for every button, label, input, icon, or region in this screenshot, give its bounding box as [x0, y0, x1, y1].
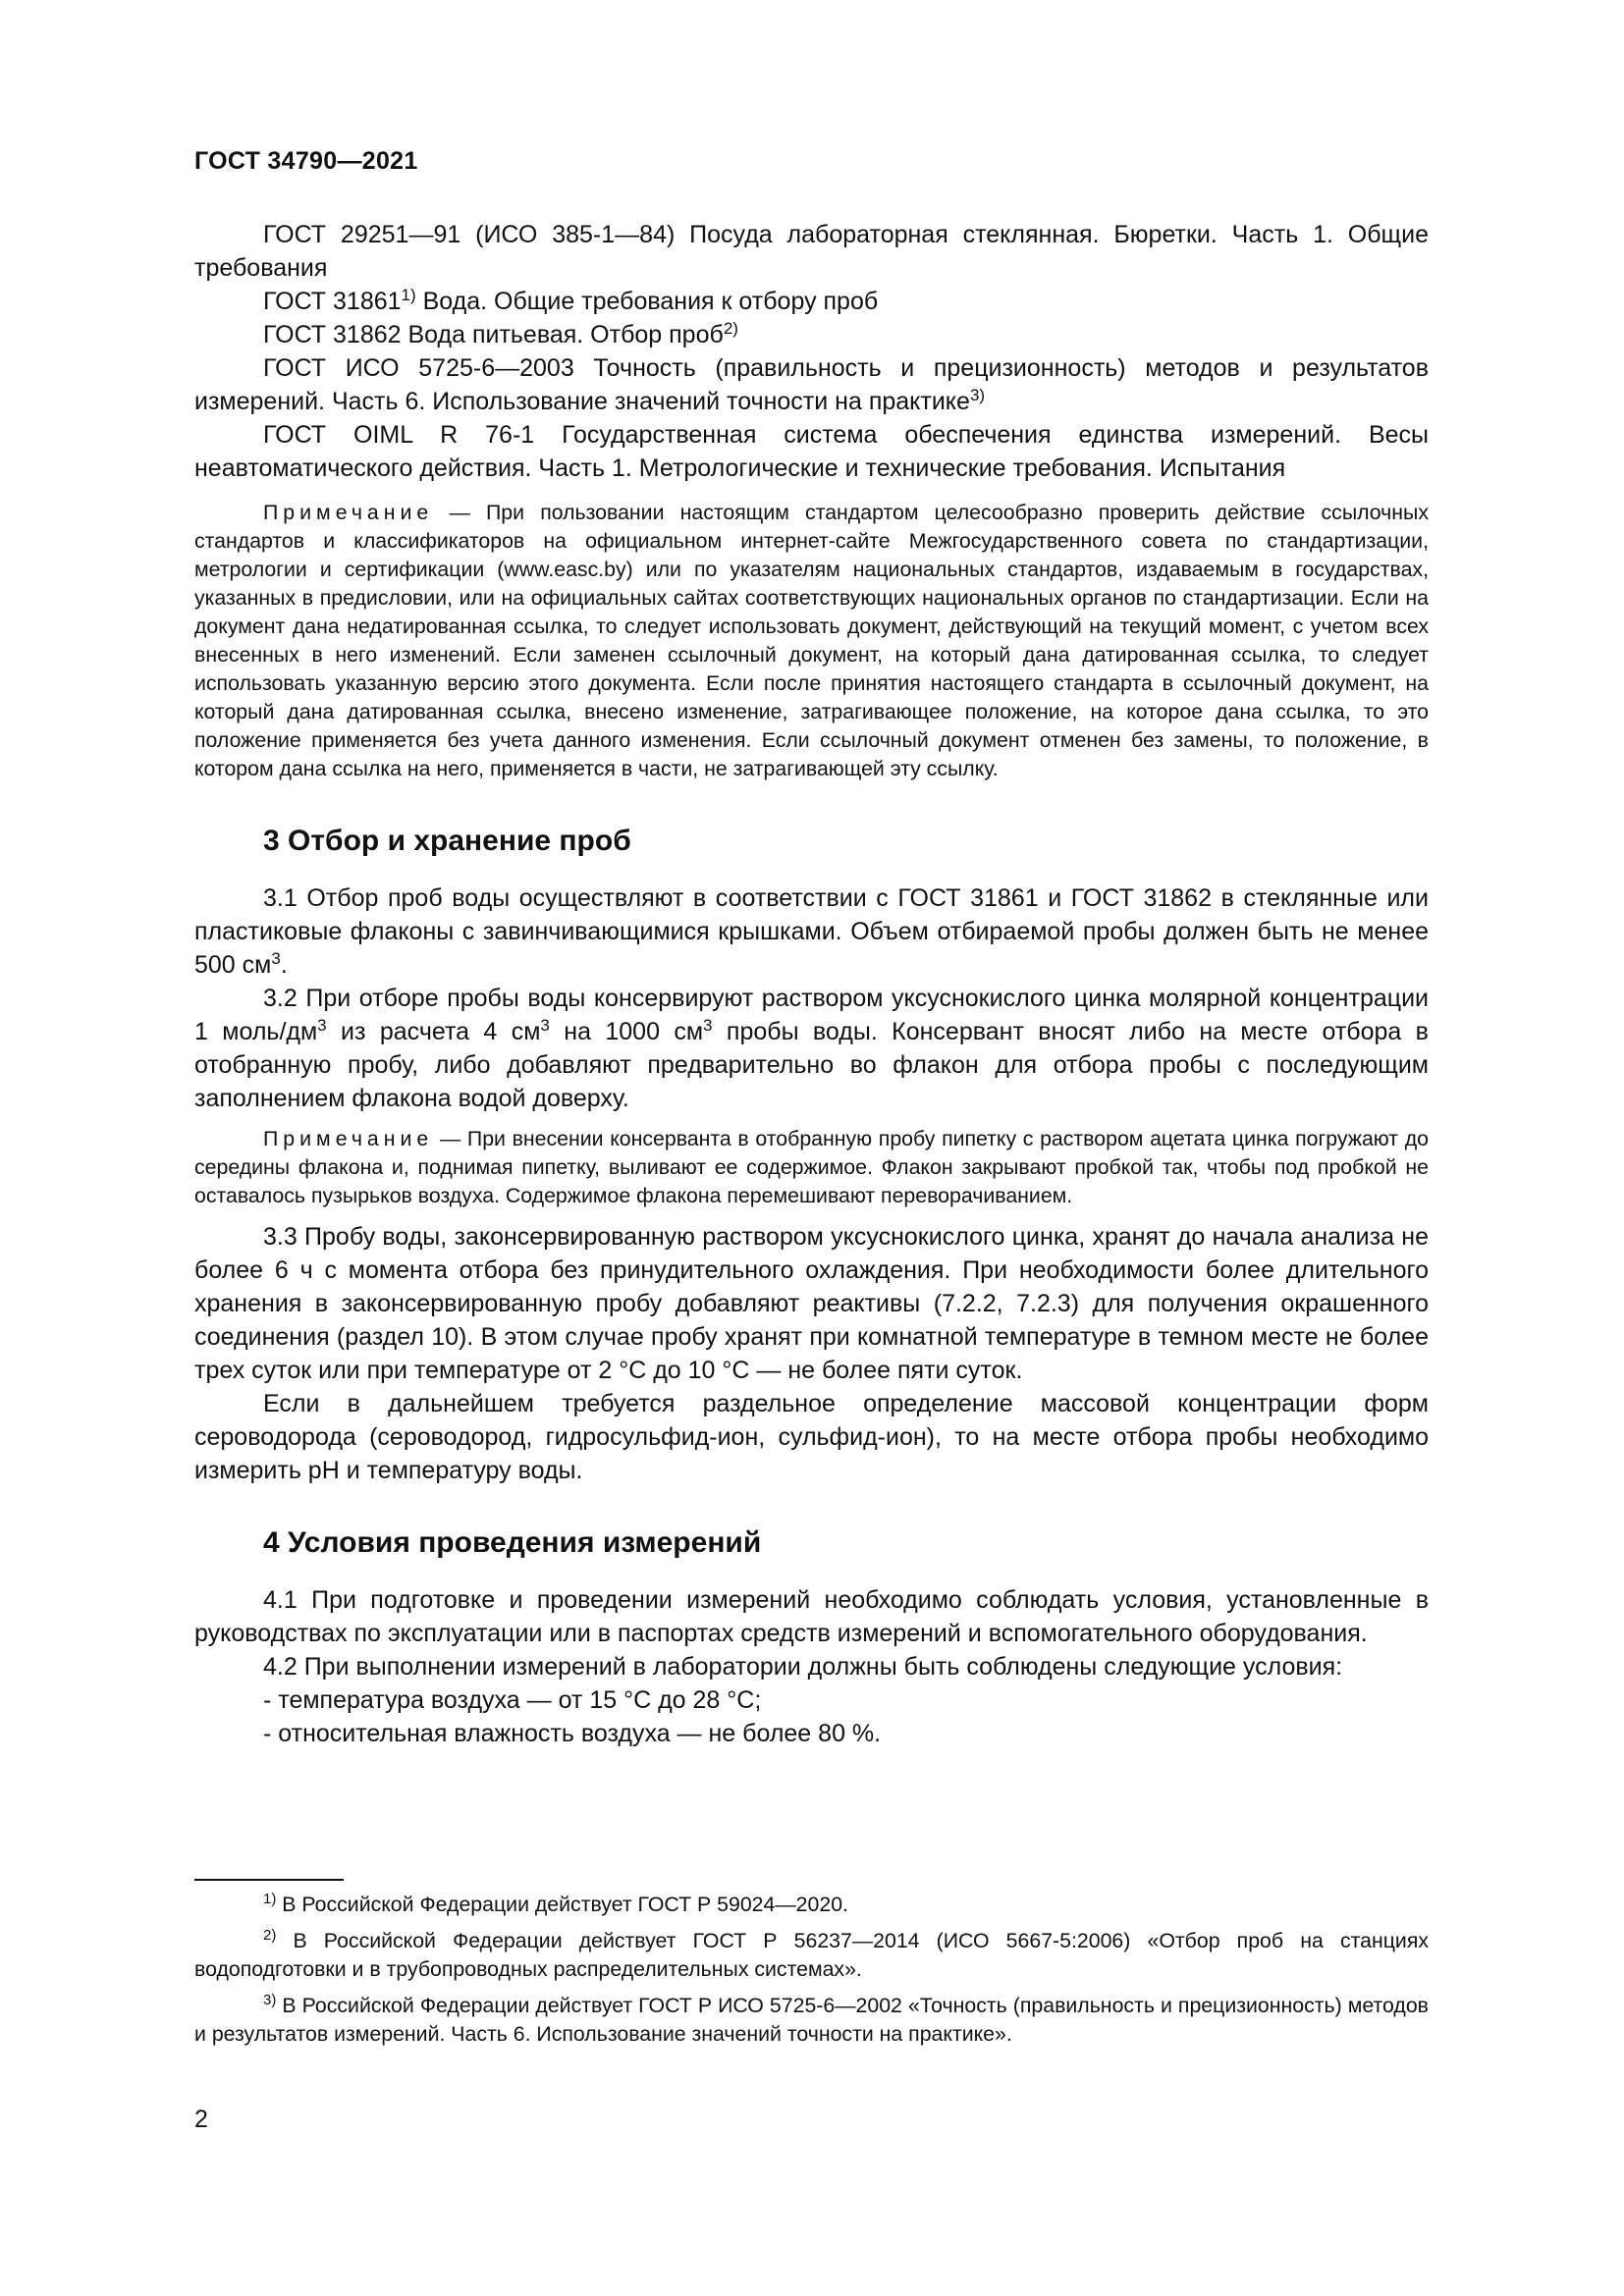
clause-3-3: 3.3 Пробу воды, законсервированную раствором уксуснокислого цинка, хранят до начала анализа не более 6 ч с момента отбора без принудительного охлаждения. При необходимости более длительного хранения в законсервированную пробу добавляют реактивы (7.2.2, 7.2.3) для получения окрашенного соединения (раздел 10). В этом случае пробу хранят при комнатной температуре в темном месте не более трех суток или при температуре от 2 °С до 10 °С — не более пяти суток.: [194, 1223, 1429, 1384]
note-preservative: Примечание — При внесении консерванта в отобранную пробу пипетку с раствором ацетата цинка погружают до середины флакона и, поднимая пипетку, выливают ее содержимое. Флакон закрывают пробкой так, чтобы под пробкой не оставалось пузырьков воздуха. Содержимое флакона перемешивают переворачиванием.: [194, 1127, 1429, 1207]
list-item: - температура воздуха — от 15 °С до 28 °С;: [263, 1686, 762, 1714]
footnote-mark: 2): [723, 319, 738, 338]
page-number: 2: [194, 2106, 208, 2133]
clause-3-1: 3.1 Отбор проб воды осуществляют в соответствии с ГОСТ 31861 и ГОСТ 31862 в стеклянные или пластиковые флаконы с завинчивающимися крышками. Объем отбираемой пробы должен быть не менее 500 $см^3$.: [194, 884, 1429, 979]
clause-3-3-cont: Если в дальнейшем требуется раздельное определение массовой концентрации форм сероводорода (сероводород, гидросульфид-ион, сульфид-ион), то на месте отбора пробы необходимо измерить pH и температуру воды.: [194, 1390, 1429, 1484]
document-body: [194, 218, 1429, 1750]
footnotes: [194, 1879, 1429, 2056]
section-4-title: 4 Условия проведения измерений: [263, 1526, 762, 1559]
reference-item: ГОСТ ИСО 5725-6—2003 Точность (правильность и прецизионность) методов и результатов измерений. Часть 6. Использование значений точности на практике$^{3)}$: [194, 354, 1429, 415]
reference-item: ГОСТ 31862 Вода питьевая. Отбор проб$^{2)}$: [263, 319, 738, 348]
normative-references: [194, 218, 1429, 485]
clause-3-2: 3.2 При отборе пробы воды консервируют раствором уксуснокислого цинка молярной концентрации 1 моль/$дм^3$ из расчета 4 $см^3$ на 1000 $см^3$ пробы воды. Консервант вносят либо на месте отбора в отобранную пробу, либо добавляют предварительно во флакон для отбора пробы с последующим заполнением флакона водой доверху.: [194, 985, 1429, 1112]
footnote-mark: 3): [969, 386, 986, 404]
footnote-2: $^{2)}$ В Российской Федерации действует ГОСТ Р 56237—2014 (ИСО 5667-5:2006) «Отбор проб на станциях водоподготовки и в трубопроводных распределительных системах».: [194, 1927, 1429, 1981]
section-3-title: 3 Отбор и хранение проб: [263, 825, 631, 857]
reference-item: ГОСТ 29251—91 (ИСО 385-1—84) Посуда лабораторная стеклянная. Бюретки. Часть 1. Общие требования: [194, 221, 1429, 282]
footnote-3: $^{3)}$ В Российской Федерации действует ГОСТ Р ИСО 5725-6—2002 «Точность (правильность и прецизионность) методов и результатов измерений. Часть 6. Использование значений точности на практике».: [194, 1992, 1429, 2046]
note-label: Примечание: [263, 1127, 434, 1150]
footnote-1: $^{1)}$ В Российской Федерации действует ГОСТ Р 59024—2020.: [263, 1891, 848, 1916]
clause-4-1: 4.1 При подготовке и проведении измерений необходимо соблюдать условия, установленные в руководствах по эксплуатации или в паспортах средств измерений и вспомогательного оборудования.: [194, 1586, 1429, 1647]
note-label: Примечание: [263, 501, 434, 524]
note-references: Примечание — При пользовании настоящим стандартом целесообразно проверить действие ссылочных стандартов и классификаторов на официальном интернет-сайте Межгосударственного совета по стандартизации, метрологии и сертификации (www.easc.by) или по указателям национальных стандартов, издаваемым в государствах, указанных в предисловии, или на официальных сайтах соответствующих национальных органов по стандартизации. Если на документ дана недатированная ссылка, то следует использовать документ, действующий на текущий момент, с учетом всех внесенных в него изменений. Если заменен ссылочный документ, на который дана датированная ссылка, то следует использовать указанную версию этого документа. Если после принятия настоящего стандарта в ссылочный документ, на который дана датированная ссылка, внесено изменение, затрагивающее положение, на которое дана ссылка, то это положение применяется без учета данного изменения. Если ссылочный документ отменен без замены, то положение, в котором дана ссылка на него, применяется в части, не затрагивающей эту ссылку.: [194, 501, 1429, 780]
clause-4-2: 4.2 При выполнении измерений в лаборатории должны быть соблюдены следующие условия:: [263, 1653, 1343, 1681]
footnote-divider: [194, 1879, 344, 1881]
document-header: ГОСТ 34790—2021: [194, 147, 418, 175]
footnote-mark: 1): [401, 286, 416, 304]
reference-item: ГОСТ OIML R 76-1 Государственная система обеспечения единства измерений. Весы неавтоматического действия. Часть 1. Метрологические и технические требования. Испытания: [194, 421, 1429, 482]
list-item: - относительная влажность воздуха — не более 80 %.: [263, 1720, 882, 1747]
reference-item: ГОСТ 31861$^{1)}$ Вода. Общие требования к отбору проб: [263, 286, 879, 315]
